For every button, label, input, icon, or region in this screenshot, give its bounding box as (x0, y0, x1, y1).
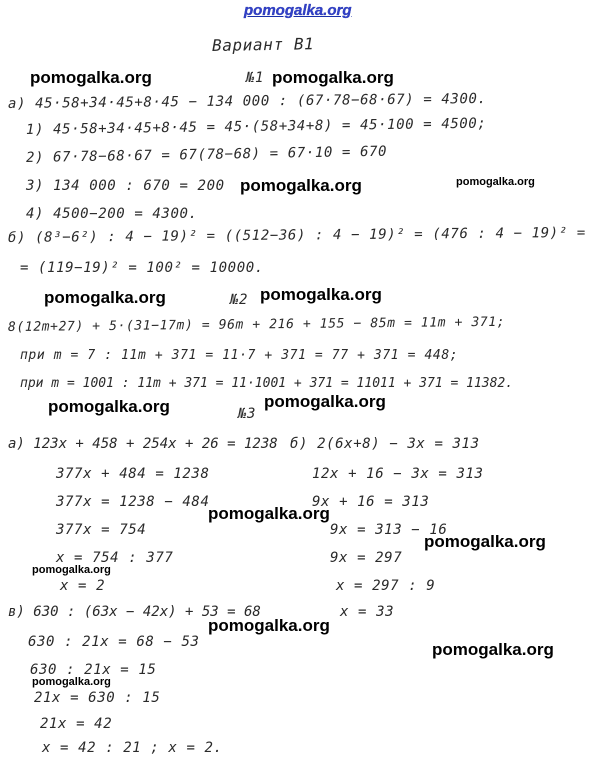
task3-v4: 21x = 630 : 15 (34, 690, 161, 706)
task2-line3: при m = 1001 : 11m + 371 = 11·1001 + 371 = 11011 + 371 = 11382. (20, 376, 514, 391)
watermark: pomogalka.org (456, 176, 535, 188)
watermark: pomogalka.org (424, 532, 546, 551)
task3-v5: 21x = 42 (40, 716, 113, 732)
task3-b1: б) 2(6x+8) − 3x = 313 (290, 436, 480, 452)
task3-b7: x = 33 (340, 604, 395, 620)
task1-heading: №1 (246, 70, 265, 86)
task1-step4: 4) 4500−200 = 4300. (26, 206, 198, 222)
top-watermark: pomogalka.org (244, 2, 352, 19)
task3-b4: 9x = 313 − 16 (330, 522, 448, 538)
task1-step1: 1) 45·58+34·45+8·45 = 45·(58+34+8) = 45·100 = 4500; (25, 115, 487, 138)
task3-v1: в) 630 : (63x − 42x) + 53 = 68 (8, 604, 261, 620)
task3-a1: а) 123x + 458 + 254x + 26 = 1238 (8, 436, 278, 452)
task3-v3: 630 : 21x = 15 (30, 662, 157, 678)
task3-a2: 377x + 484 = 1238 (56, 466, 210, 482)
watermark: pomogalka.org (48, 397, 170, 416)
task3-b2: 12x + 16 − 3x = 313 (312, 466, 484, 482)
task1-b-line: б) (8³−6²) : 4 − 19)² = ((512−36) : 4 − 19)² = (476 : 4 − 19)² = (7, 224, 586, 246)
task3-heading: №3 (238, 406, 257, 422)
watermark: pomogalka.org (32, 564, 111, 576)
task3-v6: x = 42 : 21 ; x = 2. (42, 740, 223, 756)
task3-b6: x = 297 : 9 (336, 578, 436, 594)
task3-a3: 377x = 1238 − 484 (56, 494, 210, 510)
watermark: pomogalka.org (208, 504, 330, 523)
task3-a6: x = 2 (60, 578, 106, 594)
task3-a4: 377x = 754 (56, 522, 147, 538)
watermark: pomogalka.org (432, 640, 554, 659)
task3-v2: 630 : 21x = 68 − 53 (28, 634, 200, 650)
watermark: pomogalka.org (264, 392, 386, 411)
watermark: pomogalka.org (208, 616, 330, 635)
watermark: pomogalka.org (32, 676, 111, 688)
task3-a5: x = 754 : 377 (56, 550, 174, 566)
task3-b3: 9x + 16 = 313 (312, 494, 430, 510)
task1-step3: 3) 134 000 : 670 = 200 (26, 178, 225, 194)
variant-title: Вариант В1 (211, 34, 315, 55)
task1-b-line2: = (119−19)² = 100² = 10000. (20, 260, 264, 276)
task2-line2: при m = 7 : 11m + 371 = 11·7 + 371 = 77 + 371 = 448; (20, 348, 459, 363)
watermark: pomogalka.org (240, 176, 362, 195)
watermark: pomogalka.org (30, 68, 152, 87)
watermark: pomogalka.org (272, 68, 394, 87)
task2-heading: №2 (230, 292, 249, 308)
watermark: pomogalka.org (44, 288, 166, 307)
task1-step2: 2) 67·78−68·67 = 67(78−68) = 67·10 = 670 (25, 143, 388, 166)
task1-a-line: а) 45·58+34·45+8·45 − 134 000 : (67·78−68·67) = 4300. (7, 90, 487, 112)
task3-b5: 9x = 297 (330, 550, 403, 566)
task2-line1: 8(12m+27) + 5·(31−17m) = 96m + 216 + 155 − 85m = 11m + 371; (7, 314, 506, 335)
watermark: pomogalka.org (260, 285, 382, 304)
